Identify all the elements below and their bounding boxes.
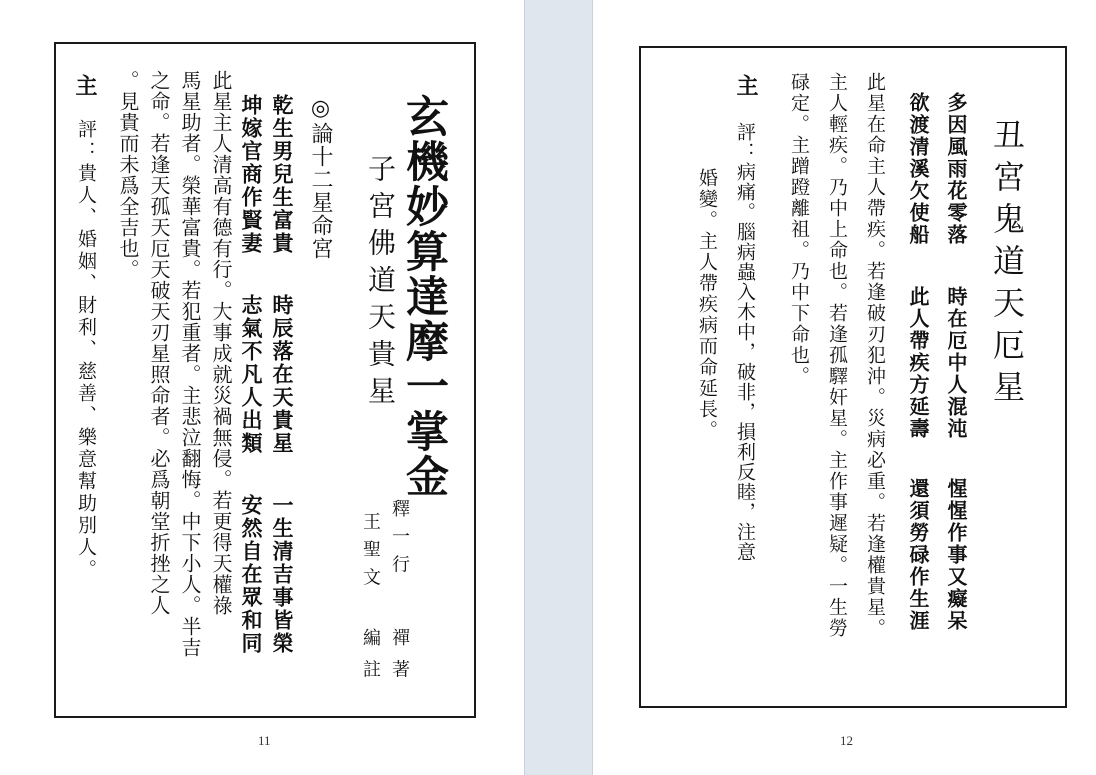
body-line-4: 。見貴而未爲全吉也。 [116,70,140,280]
author-name: 釋 一 行 [389,499,410,575]
comment-label: 主 [733,74,759,97]
verse-line-2a: 欲渡清溪欠使船 [906,92,930,246]
section-heading: ◎論十二星命宮 [308,96,333,260]
verse-line-1a: 乾生男兒生富貴 [270,94,295,255]
left-page-title: 玄機妙算達摩一掌金 [399,94,449,499]
verse-line-2b: 志氣不凡人出類 [239,294,264,455]
comment-line-2: 婚變。主人帶疾病而命延長。 [696,168,718,441]
body-line-1: 此星在命主人帶疾。若逢破刃犯沖。災病必重。若逢權貴星。 [864,72,886,639]
page-number-left: 11 [258,733,271,748]
verse-line-2c: 安然自在眾和同 [239,494,264,655]
body-line-3: 碌定。主蹭蹬離祖。乃中下命也。 [788,72,810,387]
left-page-subtitle: 子宮佛道天貴星 [364,154,397,413]
body-line-2: 馬星助者。榮華富貴。若犯重者。主悲泣翻悔。中下小人。半吉 [178,70,202,658]
verse-line-1c: 一生清吉事皆榮 [270,494,295,655]
editor-name: 王 聖 文 [360,512,381,588]
body-line-1: 此星主人清高有德有行。大事成就災禍無侵。若更得天權祿 [209,70,233,616]
right-page [593,0,1096,775]
page-number-right: 12 [840,733,853,748]
right-page-frame [639,46,1067,708]
page-gutter [524,0,593,775]
verse-line-1b: 時辰落在天貴星 [270,294,295,455]
verse-line-2a: 坤嫁官商作賢妻 [239,94,264,255]
author-role: 禪 著 [389,628,410,682]
verse-line-1b: 時在厄中人混沌 [944,286,968,440]
verse-line-2b: 此人帶疾方延壽 [906,286,930,440]
right-page-title: 丑宮鬼道天厄星 [988,118,1026,412]
body-line-3: 之命。若逢天孤天厄天破天刃星照命者。必爲朝堂折挫之人 [147,70,171,616]
comment-label: 主 [72,74,98,97]
left-page [0,0,524,775]
body-line-2: 主人輕疾。乃中上命也。若逢孤驛奸星。主作事遲疑。一生勞 [826,72,848,639]
left-page-frame [54,42,476,718]
verse-line-1a: 多因風雨花零落 [944,92,968,246]
comment-text: 評：貴人、婚姻、財利、慈善、樂意幫助別人。 [75,119,97,581]
comment-line-1: 評：病痛。腦病蟲入木中，破非，損利反睦，注意 [734,122,756,562]
verse-line-1c: 惺惺作事又癡呆 [944,478,968,632]
editor-role: 編 註 [360,628,381,682]
verse-line-2c: 還須勞碌作生涯 [906,478,930,632]
